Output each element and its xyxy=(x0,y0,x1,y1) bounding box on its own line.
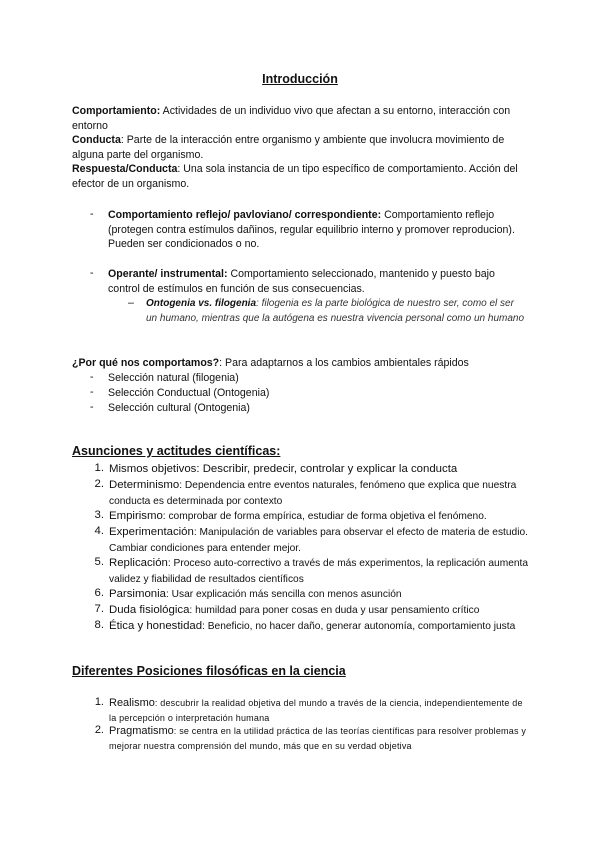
item-text: : Proceso auto-correctivo a través de más experimentos, la replicación aumenta validez y fiabilidad de resultados científicos xyxy=(109,558,529,585)
list-item xyxy=(109,587,529,603)
bullet-text: Comportamiento reflejo (protegen contra estímulos dañinos, regular equilibrio interno y promover reproducion). Pueden ser condicionados o no. xyxy=(108,209,515,250)
item-text: : Beneficio, no hacer daño, generar autonomía, comportamiento justa xyxy=(202,621,516,632)
list-number: 2. xyxy=(94,724,104,736)
why-term: ¿Por qué nos comportamos? xyxy=(72,357,220,369)
definition-comportamiento xyxy=(72,104,532,133)
page-title: Introducción xyxy=(262,72,338,86)
definition-term: Conducta xyxy=(72,134,121,146)
item-term: Ética y honestidad xyxy=(109,620,203,632)
definition-conducta xyxy=(72,133,532,162)
why-item: Selección cultural (Ontogenia) xyxy=(108,402,250,414)
list-item xyxy=(109,603,529,619)
list-item xyxy=(109,525,529,556)
list-item xyxy=(109,462,529,478)
list-item xyxy=(109,478,529,509)
bullet-text: Comportamiento seleccionado, mantenido y puesto bajo control de estímulos en función de sus consecuencias. xyxy=(108,268,495,295)
why-item: Selección Conductual (Ontogenia) xyxy=(108,387,270,399)
why-item-dash: - xyxy=(90,401,94,413)
why-item-dash: - xyxy=(90,386,94,398)
item-text: : descubrir la realidad objetiva del mundo a través de la ciencia, independientemente de la percepción o interpretación humana xyxy=(109,698,523,723)
definition-term: Comportamiento: xyxy=(72,105,161,117)
item-term: Replicación xyxy=(109,557,168,569)
list-number: 8. xyxy=(94,619,104,631)
list-item xyxy=(109,556,529,587)
list-number: 4. xyxy=(94,525,104,537)
section-heading-asunciones: Asunciones y actitudes científicas: xyxy=(72,444,281,458)
list-item xyxy=(109,619,529,635)
why-text: : Para adaptarnos a los cambios ambientales rápidos xyxy=(219,357,469,369)
list-number: 1. xyxy=(94,462,104,474)
sub-bullet-term: Ontogenia vs. filogenia xyxy=(146,298,257,309)
item-text: : humildad para poner cosas en duda y usar pensamiento crítico xyxy=(189,605,480,616)
list-number: 2. xyxy=(94,478,104,490)
why-item-dash: - xyxy=(90,371,94,383)
bullet-term: Comportamiento reflejo/ pavloviano/ correspondiente: xyxy=(108,209,382,221)
list-number: 6. xyxy=(94,587,104,599)
definition-text: : Parte de la interacción entre organismo y ambiente que involucra movimiento de alguna parte del organismo. xyxy=(72,134,505,161)
item-term: Duda fisiológica xyxy=(109,604,190,616)
item-term: Empirismo xyxy=(109,510,163,522)
item-term: Determinismo xyxy=(109,479,180,491)
bullet-dash: - xyxy=(90,267,94,279)
item-text: : se centra en la utilidad práctica de las teorías científicas para resolver problemas y mejorar nuestra comprensión del mundo, más que en su verdad objetiva xyxy=(109,726,527,751)
list-number: 3. xyxy=(94,509,104,521)
list-item xyxy=(109,509,529,525)
sub-bullet-text: : filogenia es la parte biológica de nuestro ser, como el ser un humano, mientras que la autógena es nuestra vivencia personal como un humano xyxy=(146,298,525,324)
item-term: Parsimonia xyxy=(109,588,166,600)
list-item xyxy=(109,696,529,725)
item-text: : comprobar de forma empírica, estudiar de forma objetiva el fenómeno. xyxy=(162,511,487,522)
definition-respuesta xyxy=(72,162,532,191)
why-question xyxy=(72,356,532,371)
bullet-term: Operante/ instrumental: xyxy=(108,268,228,280)
why-item: Selección natural (filogenia) xyxy=(108,372,239,384)
section-heading-posiciones: Diferentes Posiciones filosóficas en la ciencia xyxy=(72,664,346,678)
item-term: Mismos objetivos xyxy=(109,463,197,475)
item-text: : Manipulación de variables para observar el efecto de materia de estudio. Cambiar condiciones para entender mejor. xyxy=(109,527,528,554)
item-text: : Describir, predecir, controlar y explicar la conducta xyxy=(196,463,458,475)
sub-bullet-ontogenia xyxy=(146,297,526,326)
list-item xyxy=(109,724,529,753)
bullet-reflejo xyxy=(108,208,528,252)
definition-text: Actividades de un individuo vivo que afectan a su entorno, interacción con entorno xyxy=(72,105,511,132)
list-number: 7. xyxy=(94,603,104,615)
definition-term: Respuesta/Conducta xyxy=(72,163,178,175)
definition-text: : Una sola instancia de un tipo específico de comportamiento. Acción del efector de un organismo. xyxy=(72,163,518,190)
bullet-operante xyxy=(108,267,528,296)
item-text: : Usar explicación más sencilla con menos asunción xyxy=(165,589,402,600)
bullet-dash: - xyxy=(90,208,94,220)
sub-bullet-dash: – xyxy=(128,297,134,309)
item-term: Pragmatismo xyxy=(109,725,174,737)
list-number: 5. xyxy=(94,556,104,568)
list-number: 1. xyxy=(94,696,104,708)
item-term: Realismo xyxy=(109,697,155,709)
item-term: Experimentación xyxy=(109,526,194,538)
item-text: : Dependencia entre eventos naturales, fenómeno que explica que nuestra conducta es determinada por contexto xyxy=(109,480,517,507)
